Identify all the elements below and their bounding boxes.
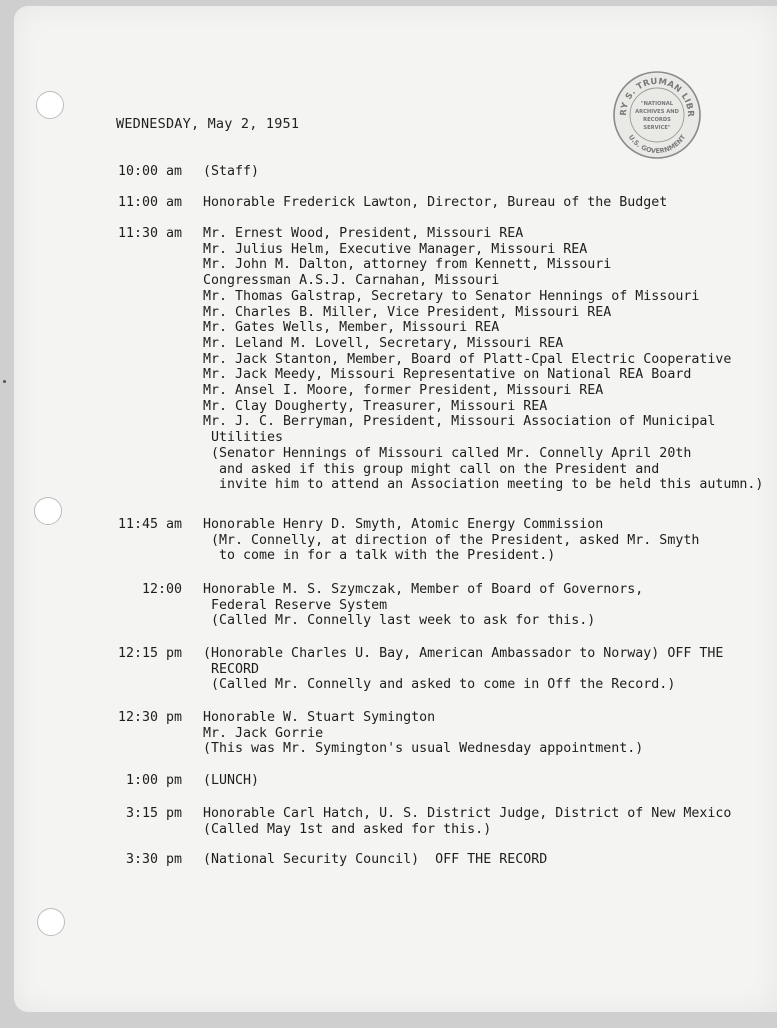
entry-line: Mr. J. C. Berryman, President, Missouri Association of Municipal (203, 414, 716, 430)
entry-time: 11:45 am (117, 517, 182, 532)
entry-time: 12:00 (141, 582, 182, 597)
entry-time: 3:30 pm (125, 852, 182, 867)
binder-hole-middle (34, 497, 62, 525)
entry-time: 10:00 am (117, 164, 182, 179)
entry-line: Mr. Ansel I. Moore, former President, Missouri REA (203, 383, 604, 399)
entry-description (203, 806, 773, 837)
entry-description (203, 710, 773, 757)
entry-line: invite him to attend an Association meeting to be held this autumn.) (203, 477, 764, 493)
entry-line: (LUNCH) (203, 773, 260, 788)
entry-description (203, 773, 773, 789)
entry-line: Mr. Ernest Wood, President, Missouri REA (203, 226, 524, 241)
entry-line: Mr. Jack Gorrie (203, 725, 324, 741)
entry-line: (Called Mr. Connelly and asked to come in Off the Record.) (203, 677, 676, 693)
entry-line: Mr. Charles B. Miller, Vice President, Missouri REA (203, 304, 612, 320)
entry-line: (Called May 1st and asked for this.) (203, 821, 492, 837)
library-seal-icon (612, 70, 702, 160)
stamp-ring-text-bottom: U.S. GOVERNMENT (626, 133, 688, 156)
entry-line: (This was Mr. Symington's usual Wednesday appointment.) (203, 741, 644, 757)
stamp-center-line: RECORDS (643, 117, 671, 123)
stamp-center-line: "NATIONAL (640, 101, 674, 107)
entry-time: 12:30 pm (117, 710, 182, 725)
entry-line: (Senator Hennings of Missouri called Mr. Connelly April 20th (203, 445, 692, 461)
entry-description (203, 517, 773, 564)
entry-line: Mr. Thomas Galstrap, Secretary to Senator Hennings of Missouri (203, 288, 700, 304)
stamp-center-line: ARCHIVES AND (635, 109, 679, 115)
entry-line: Utilities (203, 430, 284, 446)
entry-line: Mr. Leland M. Lovell, Secretary, Missouri REA (203, 335, 564, 351)
entry-line: Honorable Carl Hatch, U. S. District Judge, District of New Mexico (203, 806, 732, 821)
entry-description (203, 164, 773, 180)
entry-line: Honorable Frederick Lawton, Director, Bureau of the Budget (203, 195, 668, 210)
archive-stamp (612, 70, 702, 160)
entry-line: Mr. John M. Dalton, attorney from Kennett, Missouri (203, 257, 612, 273)
entry-line: Mr. Jack Stanton, Member, Board of Platt-Cpal Electric Cooperative (203, 351, 732, 367)
entry-line: Mr. Gates Wells, Member, Missouri REA (203, 320, 500, 336)
entry-description (203, 582, 773, 629)
stamp-ring-text: RY S. TRUMAN LIBR (618, 76, 696, 118)
binder-hole-bottom (37, 908, 65, 936)
binder-hole-top (36, 91, 64, 119)
page-date-heading: WEDNESDAY, May 2, 1951 (116, 116, 300, 132)
entry-description (203, 226, 773, 493)
entry-line: (Mr. Connelly, at direction of the President, asked Mr. Smyth (203, 532, 700, 548)
entry-line: (Staff) (203, 164, 260, 179)
entry-line: Mr. Jack Meedy, Missouri Representative on National REA Board (203, 367, 692, 383)
stamp-center-line: SERVICE" (643, 125, 671, 131)
entry-time: 3:15 pm (125, 806, 182, 821)
entry-line: Congressman A.S.J. Carnahan, Missouri (203, 273, 500, 289)
entry-line: Honorable W. Stuart Symington (203, 710, 436, 725)
entry-line: RECORD (203, 661, 260, 677)
entry-line: Mr. Clay Dougherty, Treasurer, Missouri REA (203, 398, 548, 414)
entry-line: Mr. Julius Helm, Executive Manager, Missouri REA (203, 241, 588, 257)
entry-time: 11:30 am (117, 226, 182, 241)
entry-time: 1:00 pm (125, 773, 182, 788)
entry-line: (Called Mr. Connelly last week to ask for this.) (203, 613, 596, 629)
entry-description (203, 195, 773, 211)
entry-line: (National Security Council) OFF THE RECORD (203, 852, 548, 867)
entry-line: to come in for a talk with the President.) (203, 548, 556, 564)
page-mark (3, 380, 6, 383)
entry-line: Federal Reserve System (203, 597, 388, 613)
entry-line: (Honorable Charles U. Bay, American Ambassador to Norway) OFF THE (203, 646, 724, 661)
entry-line: and asked if this group might call on the President and (203, 461, 660, 477)
entry-time: 11:00 am (117, 195, 182, 210)
entry-description (203, 646, 773, 693)
entry-description (203, 852, 773, 868)
entry-line: Honorable M. S. Szymczak, Member of Board of Governors, (203, 582, 644, 597)
entry-time: 12:15 pm (117, 646, 182, 661)
entry-line: Honorable Henry D. Smyth, Atomic Energy Commission (203, 517, 604, 532)
